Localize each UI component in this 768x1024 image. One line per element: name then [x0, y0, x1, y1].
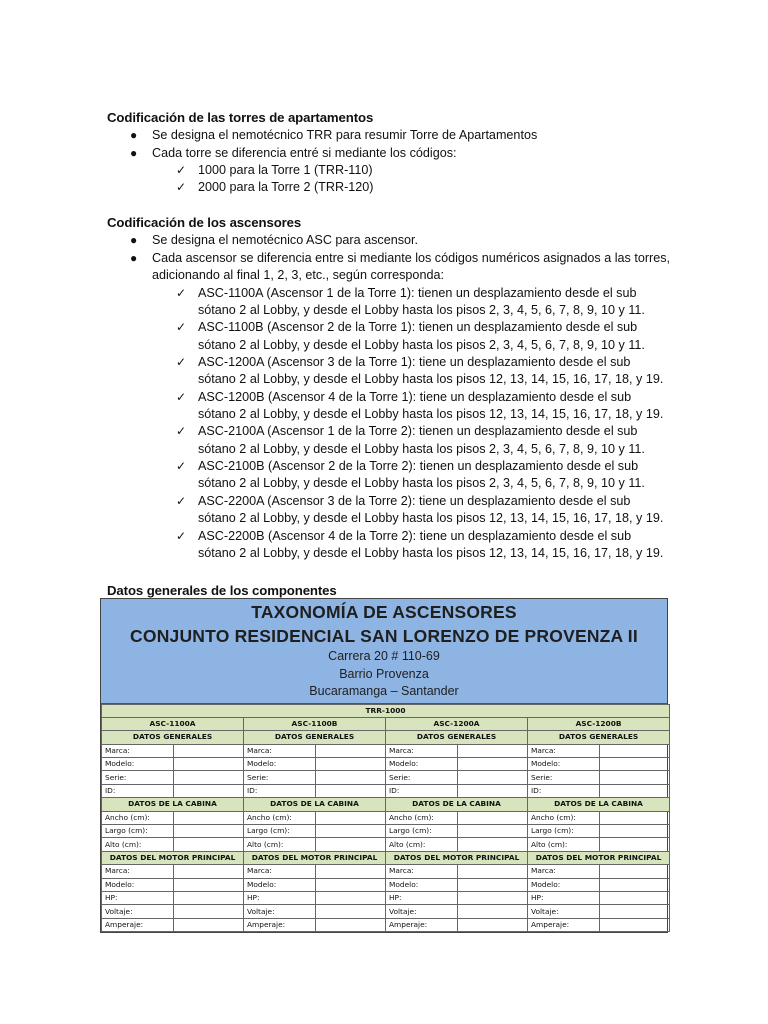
field-value[interactable]: [458, 878, 528, 891]
field-label: Largo (cm):: [528, 825, 600, 838]
field-label: Serie:: [102, 771, 174, 784]
field-label: Serie:: [386, 771, 458, 784]
group-header: DATOS GENERALES: [244, 731, 386, 744]
field-label: Ancho (cm):: [102, 811, 174, 824]
group-header: DATOS GENERALES: [528, 731, 670, 744]
general-data-row: [102, 784, 670, 797]
field-label: Marca:: [528, 865, 600, 878]
field-value[interactable]: [316, 744, 386, 757]
field-value[interactable]: [316, 771, 386, 784]
field-label: Modelo:: [528, 878, 600, 891]
heading-tower-coding: Codificación de las torres de apartamentos: [107, 110, 374, 125]
field-label: Modelo:: [244, 878, 316, 891]
field-label: Amperaje:: [386, 918, 458, 931]
field-label: Serie:: [528, 771, 600, 784]
field-label: Alto (cm):: [102, 838, 174, 851]
general-data-row: [102, 771, 670, 784]
checkmark-icon: ✓: [176, 180, 187, 194]
field-label: Largo (cm):: [386, 825, 458, 838]
checkmark-icon: ✓: [176, 459, 187, 473]
field-value[interactable]: [600, 838, 670, 851]
general-data-header: [102, 731, 670, 744]
taxonomy-title: TAXONOMÍA DE ASCENSORES: [251, 602, 517, 622]
field-label: Modelo:: [102, 758, 174, 771]
field-label: Marca:: [386, 744, 458, 757]
field-label: Ancho (cm):: [386, 811, 458, 824]
field-label: Ancho (cm):: [244, 811, 316, 824]
taxonomy-table: [100, 598, 668, 933]
address-line: Carrera 20 # 110-69: [328, 649, 440, 663]
group-header: DATOS GENERALES: [102, 731, 244, 744]
field-value[interactable]: [316, 865, 386, 878]
field-label: Alto (cm):: [244, 838, 316, 851]
field-value[interactable]: [174, 865, 244, 878]
heading-elevator-coding: Codificación de los ascensores: [107, 215, 302, 230]
field-value[interactable]: [316, 918, 386, 931]
group-header: DATOS DE LA CABINA: [102, 798, 244, 811]
city-line: Bucaramanga – Santander: [309, 684, 459, 698]
field-label: HP:: [386, 891, 458, 904]
cabin-data-row: [102, 811, 670, 824]
bullet-icon: ●: [130, 251, 138, 265]
field-value[interactable]: [174, 891, 244, 904]
group-header: DATOS DE LA CABINA: [386, 798, 528, 811]
elevator-code: ASC-1200A: [386, 717, 528, 730]
field-label: Modelo:: [528, 758, 600, 771]
motor-data-row: [102, 891, 670, 904]
tower-code: TRR-1000: [102, 704, 670, 717]
motor-data-row: [102, 905, 670, 918]
field-value[interactable]: [458, 771, 528, 784]
field-label: ID:: [244, 784, 316, 797]
field-label: Marca:: [102, 744, 174, 757]
field-value[interactable]: [174, 918, 244, 931]
field-label: Ancho (cm):: [528, 811, 600, 824]
field-value[interactable]: [174, 878, 244, 891]
cabin-data-header: [102, 798, 670, 811]
checkmark-icon: ✓: [176, 390, 187, 404]
field-label: Modelo:: [386, 758, 458, 771]
field-value[interactable]: [458, 838, 528, 851]
neighborhood-line: Barrio Provenza: [339, 666, 429, 681]
field-label: Largo (cm):: [102, 825, 174, 838]
field-label: HP:: [102, 891, 174, 904]
field-value[interactable]: [458, 905, 528, 918]
group-header: DATOS DEL MOTOR PRINCIPAL: [386, 851, 528, 864]
field-label: Voltaje:: [386, 905, 458, 918]
field-label: Marca:: [528, 744, 600, 757]
cabin-data-row: [102, 838, 670, 851]
checkmark-icon: ✓: [176, 286, 187, 300]
field-value[interactable]: [458, 744, 528, 757]
field-label: Amperaje:: [102, 918, 174, 931]
checkmark-icon: ✓: [176, 320, 187, 334]
cabin-data-row: [102, 825, 670, 838]
field-label: Alto (cm):: [528, 838, 600, 851]
field-value[interactable]: [600, 918, 670, 931]
complex-name: CONJUNTO RESIDENCIAL SAN LORENZO DE PROVENZA II: [130, 626, 638, 646]
field-label: Alto (cm):: [386, 838, 458, 851]
bullet-icon: ●: [130, 146, 138, 160]
field-label: HP:: [528, 891, 600, 904]
checkmark-icon: ✓: [176, 163, 187, 177]
field-value[interactable]: [600, 905, 670, 918]
field-value[interactable]: [316, 784, 386, 797]
field-value[interactable]: [458, 758, 528, 771]
field-label: Largo (cm):: [244, 825, 316, 838]
field-label: Modelo:: [244, 758, 316, 771]
field-label: Amperaje:: [244, 918, 316, 931]
field-value[interactable]: [316, 825, 386, 838]
field-value[interactable]: [458, 891, 528, 904]
field-value[interactable]: [316, 878, 386, 891]
field-value[interactable]: [316, 758, 386, 771]
checkmark-icon: ✓: [176, 494, 187, 508]
field-value[interactable]: [600, 891, 670, 904]
checkmark-icon: ✓: [176, 424, 187, 438]
elevator-code: ASC-1100A: [102, 717, 244, 730]
field-value[interactable]: [600, 825, 670, 838]
group-header: DATOS DE LA CABINA: [244, 798, 386, 811]
elevator-code: ASC-1100B: [244, 717, 386, 730]
field-value[interactable]: [600, 758, 670, 771]
field-value[interactable]: [458, 865, 528, 878]
group-header: DATOS GENERALES: [386, 731, 528, 744]
field-value[interactable]: [600, 744, 670, 757]
field-label: Voltaje:: [528, 905, 600, 918]
group-header: DATOS DEL MOTOR PRINCIPAL: [528, 851, 670, 864]
field-label: Marca:: [102, 865, 174, 878]
field-label: ID:: [528, 784, 600, 797]
tower-row: [102, 704, 670, 717]
checkmark-icon: ✓: [176, 355, 187, 369]
field-label: Marca:: [244, 744, 316, 757]
field-value[interactable]: [600, 865, 670, 878]
field-value[interactable]: [458, 918, 528, 931]
motor-data-row: [102, 918, 670, 931]
field-label: Marca:: [386, 865, 458, 878]
group-header: DATOS DEL MOTOR PRINCIPAL: [102, 851, 244, 864]
field-value[interactable]: [458, 784, 528, 797]
field-label: Modelo:: [386, 878, 458, 891]
elevator-code: ASC-1200B: [528, 717, 670, 730]
field-value[interactable]: [174, 838, 244, 851]
field-value[interactable]: [316, 838, 386, 851]
field-label: ID:: [102, 784, 174, 797]
field-value[interactable]: [458, 825, 528, 838]
field-value[interactable]: [458, 811, 528, 824]
field-value[interactable]: [174, 905, 244, 918]
motor-data-header: [102, 851, 670, 864]
field-value[interactable]: [600, 878, 670, 891]
field-value[interactable]: [174, 771, 244, 784]
field-label: Modelo:: [102, 878, 174, 891]
field-value[interactable]: [174, 758, 244, 771]
elevator-header-row: [102, 717, 670, 730]
field-label: HP:: [244, 891, 316, 904]
motor-data-row: [102, 878, 670, 891]
field-label: Serie:: [244, 771, 316, 784]
document-page: Codificación de las torres de apartamentos ● Se designa el nemotécnico TRR para resumir Torre de Apartamentos ● Cada torre se diferencia entré si mediante los códigos: ✓ 1000 para la Torre 1 (TRR-110) ✓ 2000 para la Torre 2 (TRR-120) Codificación de los ascensores ● Se designa el nemotécnico ASC para ascensor. ● Cada ascensor se diferencia entre si mediante los códigos numéricos asignados a las torres, adicionando al final 1, 2, 3, etc., según corresponda: ✓ ASC-1100A (Ascensor 1 de la Torre 1): tienen un desplazamiento desde el sub sótano 2 al Lobby, y desde el Lobby hasta los pisos 2, 3, 4, 5, 6, 7, 8, 9, 10 y 11. ✓ ASC-1100B (Ascensor 2 de la Torre 1): tienen un desplazamiento desde el sub sótano 2 al Lobby, y desde el Lobby hasta los pisos 2, 3, 4, 5, 6, 7, 8, 9, 10 y 11. ✓ ASC-1200A (Ascensor 3 de la Torre 1): tiene un desplazamiento desde el sub sótano 2 al Lobby, y desde el Lobby hasta los pisos 12, 13, 14, 15, 16, 17, 18, y 19. ✓ ASC-1200B (Ascensor 4 de la Torre 1): tiene un desplazamiento desde el sub sótano 2 al Lobby, y desde el Lobby hasta los pisos 12, 13, 14, 15, 16, 17, 18, y 19. ✓ ASC-2100A (Ascensor 1 de la Torre 2): tienen un desplazamiento desde el sub sótano 2 al Lobby, y desde el Lobby hasta los pisos 2, 3, 4, 5, 6, 7, 8, 9, 10 y 11. ✓ ASC-2100B (Ascensor 2 de la Torre 2): tienen un desplazamiento desde el sub sótano 2 al Lobby, y desde el Lobby hasta los pisos 2, 3, 4, 5, 6, 7, 8, 9, 10 y 11. ✓ ASC-2200A (Ascensor 3 de la Torre 2): tiene un desplazamiento desde el sub sótano 2 al Lobby, y desde el Lobby hasta los pisos 12, 13, 14, 15, 16, 17, 18, y 19. ✓ ASC-2200B (Ascensor 4 de la Torre 2): tiene un desplazamiento desde el sub sótano 2 al Lobby, y desde el Lobby hasta los pisos 12, 13, 14, 15, 16, 17, 18, y 19. Datos generales de los componentes TAXONOMÍA DE ASCENSORES CONJUNTO RESIDENCIAL SAN LORENZO DE PROVENZA II Carrera 20 # 110-69 Barrio Provenza Bucaramanga – Santander TRR-1000 ASC-1100A ASC-1100B ASC-1200A ASC-1200B DATOS GENERALES DATOS GENERALES DATOS GENERALES DATOS GENERALES Marca: Marca: Marca: Marca: Modelo: Modelo: Modelo: Modelo: Serie: Serie: Serie: Serie: ID: ID: ID: ID: DATOS DE LA CABINA DATOS DE LA CABINA DATOS DE LA CABINA DATOS DE LA CABINA Ancho (cm): Ancho (cm): Ancho (cm): Ancho (cm): Largo (cm): Largo (cm): Largo (cm): Largo (cm): Alto (cm): Alto (cm): Alto (cm): Alto (cm): DATOS DEL MOTOR PRINCIPAL DATOS DEL MOTOR PRINCIPAL DATOS DEL MOTOR PRINCIPAL DATOS DEL MOTOR PRINCIPAL Marca: Marca: Marca: Marca: Modelo: Modelo: Modelo: Modelo: HP: HP: HP: HP: Voltaje: Voltaje: Voltaje: Voltaje: Amperaje: Amperaje: Amperaje: Amperaje:: [0, 0, 768, 1024]
field-label: Amperaje:: [528, 918, 600, 931]
taxonomy-header: [101, 599, 667, 704]
group-header: DATOS DEL MOTOR PRINCIPAL: [244, 851, 386, 864]
general-data-row: [102, 744, 670, 757]
field-label: Voltaje:: [102, 905, 174, 918]
field-value[interactable]: [316, 811, 386, 824]
heading-general-data: Datos generales de los componentes: [107, 583, 337, 598]
taxonomy-grid: [101, 704, 670, 933]
field-value[interactable]: [174, 825, 244, 838]
checkmark-icon: ✓: [176, 529, 187, 543]
group-header: DATOS DE LA CABINA: [528, 798, 670, 811]
field-label: Voltaje:: [244, 905, 316, 918]
general-data-row: [102, 758, 670, 771]
bullet-icon: ●: [130, 233, 138, 247]
field-label: ID:: [386, 784, 458, 797]
field-value[interactable]: [174, 744, 244, 757]
field-value[interactable]: [600, 811, 670, 824]
field-value[interactable]: [600, 771, 670, 784]
motor-data-row: [102, 865, 670, 878]
field-value[interactable]: [600, 784, 670, 797]
field-label: Marca:: [244, 865, 316, 878]
bullet-icon: ●: [130, 128, 138, 142]
field-value[interactable]: [316, 891, 386, 904]
field-value[interactable]: [174, 784, 244, 797]
field-value[interactable]: [316, 905, 386, 918]
field-value[interactable]: [174, 811, 244, 824]
